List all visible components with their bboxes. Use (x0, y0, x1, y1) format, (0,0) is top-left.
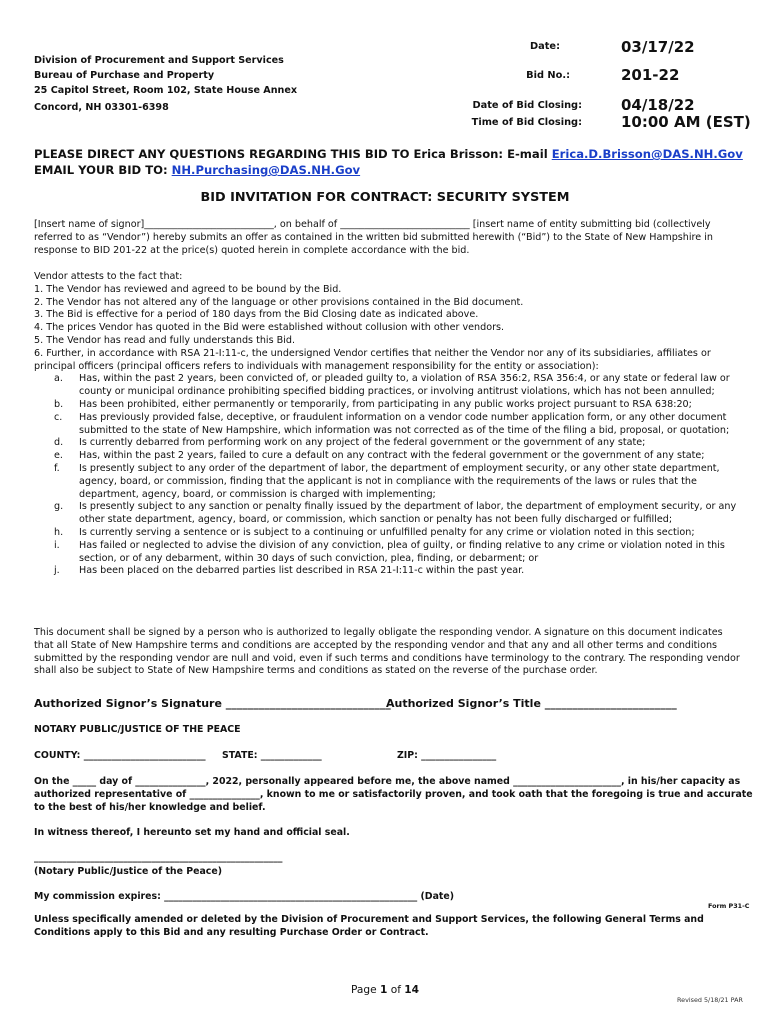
attests-lead: Vendor attests to the fact that: (34, 271, 183, 282)
subitem-letter: b. (54, 398, 64, 410)
page-total: 14 (404, 984, 420, 996)
page-prefix: Page (350, 984, 380, 996)
agency-line-4: Concord, NH 03301-6398 (34, 102, 169, 113)
general-terms-notice: Unless specifically amended or deleted by the Division of Procurement and Support Services, the following General Terms and Conditions apply to this Bid and any resulting Purchase Order or Contract. (34, 914, 704, 938)
bid-number-value: 201-22 (621, 66, 680, 84)
notary-heading: NOTARY PUBLIC/JUSTICE OF THE PEACE (34, 724, 241, 735)
subitem-letter: i. (54, 539, 60, 551)
agency-address-block (34, 53, 297, 115)
closing-time-label: Time of Bid Closing: (471, 117, 582, 128)
state-field[interactable]: STATE: _____________ (222, 750, 322, 761)
notary-caption: (Notary Public/Justice of the Peace) (34, 866, 222, 877)
subitem-text: Has failed or neglected to advise the division of any conviction, plea of guilty, or finding relative to any crime or violation noted in this section, or of any debarment, within 30 days of such conviction, plea, finding, or debarment; or (79, 539, 725, 564)
questions-email-link[interactable]: Erica.D.Brisson@DAS.NH.Gov (551, 147, 743, 161)
subitem-text: Has been placed on the debarred parties list described in RSA 21-I:11-c within the past year. (79, 565, 525, 577)
attest-item: 4. The prices Vendor has quoted in the Bid were established without collusion with other vendors. (34, 322, 505, 334)
subitem-letter: d. (54, 437, 64, 449)
subitem-h (34, 527, 749, 540)
subitem-letter: a. (54, 373, 63, 385)
subitem-b (34, 399, 749, 412)
subitem-j (34, 565, 749, 578)
commission-expires-field[interactable]: My commission expires: ______________________________________________________ (Date) (34, 891, 455, 902)
form-id: Form P31-C (708, 902, 750, 910)
intro-paragraph: [Insert name of signor]___________________________, on behalf of ___________________________ [insert name of entity submitting bid (collectively referred to as “Vendor”) hereby submits an offer as contained in the written bid submitted herewith (“Bid”) to the State of New Hampshire in response to BID 201-22 at the price(s) quoted herein in complete accordance with the bid. (34, 219, 713, 256)
agency-line-3: 25 Capitol Street, Room 102, State House Annex (34, 85, 298, 96)
subitem-e (34, 450, 749, 463)
document-title: BID INVITATION FOR CONTRACT: SECURITY SYSTEM (200, 190, 570, 205)
zip-field[interactable]: ZIP: ________________ (397, 750, 497, 761)
email-bid-line (34, 162, 743, 178)
closing-time-value: 10:00 AM (EST) (621, 113, 751, 131)
agency-line-1: Division of Procurement and Support Services (34, 55, 284, 66)
subitem-g (34, 501, 749, 527)
signor-title-field[interactable]: Authorized Signor’s Title ________________________ (386, 697, 677, 710)
date-label: Date: (530, 41, 560, 52)
attest-item: 2. The Vendor has not altered any of the language or other provisions contained in the Bid document. (34, 296, 524, 308)
subitem-letter: c. (54, 411, 63, 423)
subitem-text: Is currently serving a sentence or is subject to a continuing or unfulfilled penalty for any crime or violation noted in this section; (79, 526, 695, 538)
signor-signature-field[interactable]: Authorized Signor’s Signature ______________________________ (34, 697, 391, 710)
date-value: 03/17/22 (621, 38, 695, 56)
subitem-letter: e. (54, 450, 63, 462)
subitem-text: Has, within the past 2 years, failed to cure a default on any contract with the federal government or the government of any state; (79, 450, 705, 462)
subitem-letter: g. (54, 501, 64, 513)
questions-text: PLEASE DIRECT ANY QUESTIONS REGARDING THIS BID TO Erica Brisson: E-mail (34, 147, 548, 161)
subitem-letter: f. (54, 462, 60, 474)
subitem-c (34, 412, 749, 438)
email-bid-text: EMAIL YOUR BID TO: (34, 163, 168, 177)
subitem-i (34, 540, 749, 566)
attests-list (34, 271, 749, 578)
subitem-letter: h. (54, 526, 64, 538)
signing-paragraph: This document shall be signed by a person who is authorized to legally obligate the responding vendor. A signature on this document indicates that all State of New Hampshire terms and conditions are accepted by the responding vendor and that any and all other terms and conditions submitted by the responding vendor are null and void, even if such terms and conditions have terminology to the contrary. The responding vendor shall also be subject to State of New Hampshire terms and conditions as stated on the reverse of the purchase order. (34, 627, 740, 677)
subitem-text: Is presently subject to any sanction or penalty finally issued by the department of labor, the department of employment security, or any other state department, agency, board, or commission, which sanction or penalty has not been fully discharged or fulfilled; (79, 501, 737, 526)
subitem-letter: j. (54, 565, 60, 577)
notary-signature-line[interactable]: _____________________________________________________ (34, 852, 283, 863)
subitem-text: Is currently debarred from performing work on any project of the federal government or the government of any state; (79, 437, 646, 449)
subitem-text: Is presently subject to any order of the department of labor, the department of employment security, or any other state department, agency, board, or commission, finding that the applicant is not in compliance with the requirements of the laws or rules that the department, agency, board, or commission is charged with implementing; (79, 462, 720, 500)
subitem-text: Has, within the past 2 years, been convicted of, or pleaded guilty to, a violation of RSA 356:2, RSA 356:4, or any state or federal law or county or municipal ordinance prohibiting specified bidding practices, or involving antitrust violations, which has not been annulled; (79, 373, 730, 398)
subitem-d (34, 437, 749, 450)
subitem-text: Has been prohibited, either permanently or temporarily, from participating in any public works project pursuant to RSA 638:20; (79, 398, 692, 410)
attest-item: 1. The Vendor has reviewed and agreed to be bound by the Bid. (34, 283, 342, 295)
witness-statement: In witness thereof, I hereunto set my hand and official seal. (34, 827, 350, 838)
page-number: 1 (379, 984, 388, 996)
attest-item: 6. Further, in accordance with RSA 21-I:11-c, the undersigned Vendor certifies that neither the Vendor nor any of its subsidiaries, affiliates or principal officers (principal officers refers to individuals with management responsibility for the entity or association): (34, 347, 711, 372)
subitem-f (34, 463, 749, 501)
subitem-text: Has previously provided false, deceptive, or fraudulent information on a vendor code number application form, or any other document submitted to the state of New Hampshire, which information was not corrected as of the time of the filing a bid, proposal, or quotation; (79, 411, 730, 436)
notary-appearance-paragraph[interactable]: On the _____ day of _______________, 2022, personally appeared before me, the above named _______________________, in his/her capacity as authorized representative of _______________, known to me or satisfactorily proven, and took oath that the foregoing is true and accurate to the best of his/her knowledge and belief. (34, 776, 753, 813)
attest-item: 3. The Bid is effective for a period of 180 days from the Bid Closing date as indicated above. (34, 309, 479, 321)
agency-line-2: Bureau of Purchase and Property (34, 70, 215, 81)
bid-number-label: Bid No.: (526, 70, 570, 81)
attest-item: 5. The Vendor has read and fully understands this Bid. (34, 334, 296, 346)
closing-date-value: 04/18/22 (621, 96, 695, 114)
subitem-a (34, 373, 749, 399)
page-indicator (0, 984, 770, 996)
county-field[interactable]: COUNTY: __________________________ (34, 750, 206, 761)
revision-note: Revised 5/18/21 PAR (677, 996, 743, 1004)
contact-block (34, 146, 743, 178)
questions-line (34, 146, 743, 162)
page-of: of (387, 984, 405, 996)
closing-date-label: Date of Bid Closing: (472, 100, 582, 111)
email-bid-link[interactable]: NH.Purchasing@DAS.NH.Gov (171, 163, 361, 177)
